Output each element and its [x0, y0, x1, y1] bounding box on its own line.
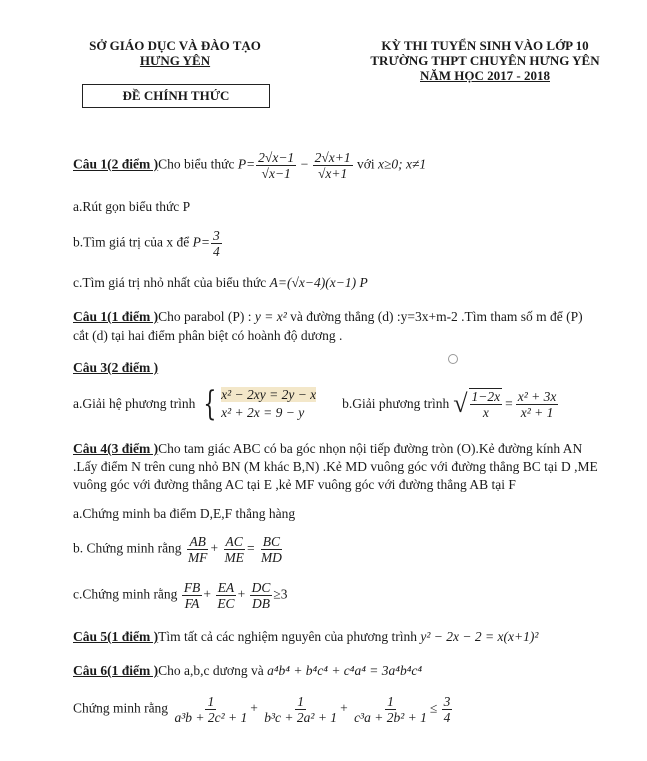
- q5-eq: y² − 2x − 2 = x(x+1)²: [420, 629, 539, 644]
- q6-label: Câu 6(1 điểm ): [73, 663, 159, 678]
- q5-line: Câu 5(1 điểm )Tìm tất cả các nghiệm nguyên của phương trình y² − 2x − 2 = x(x+1)²: [73, 629, 539, 644]
- q5-label: Câu 5(1 điểm ): [73, 629, 159, 644]
- q3-sys2: x² + 2x = 9 − y: [221, 405, 305, 420]
- q3-b-text: b.Giải phương trình: [342, 396, 450, 411]
- exam-name: KỲ THI TUYỂN SINH VÀO LỚP 10: [381, 38, 589, 53]
- official-badge: [82, 84, 270, 108]
- q1-label: Câu 1(2 điểm ): [73, 156, 159, 172]
- brace-icon: {: [203, 384, 217, 424]
- q1-frac1: $\frac{2√x-1}{√x-1}$: [258, 150, 295, 181]
- q2-line2: cắt (d) tại hai điểm phân biệt có hoành độ dương .: [73, 328, 343, 343]
- q1-b: b.Tìm giá trị của x để P= $\frac{3}{4}$: [73, 228, 220, 259]
- q6-eq: a⁴b⁴ + b⁴c⁴ + c⁴a⁴ = 3a⁴b⁴c⁴: [267, 663, 423, 678]
- q1-cond-word: với: [356, 156, 375, 172]
- q1-p: P=: [237, 156, 256, 172]
- q1-frac2: $\frac{2√x+1}{√x+1}$: [314, 150, 351, 181]
- header-left: [70, 38, 280, 68]
- q2-label: Câu 1(1 điểm ): [73, 309, 159, 324]
- q1-c-expr: A=(√x−4)(x−1) P: [269, 275, 368, 290]
- q2-parabola: y = x²: [254, 309, 291, 324]
- q4-line2: .Lấy điểm N trên cung nhỏ BN (M khác B,N) .Kẻ MD vuông góc với đường thẳng BC tại D ,ME: [73, 459, 598, 474]
- q4-b: b. Chứng minh rằng $\frac{AB}{MF}$ + $\frac{AC}{ME}$ = $\frac{BC}{MD}$: [73, 534, 282, 565]
- province-name: HƯNG YÊN: [139, 53, 211, 68]
- school-name: TRƯỜNG THPT CHUYÊN HƯNG YÊN: [370, 53, 600, 68]
- q1-line: Câu 1(2 điểm )Cho biểu thức P= $\frac{2√x-1}{√x-1}$ − $\frac{2√x+1}{√x+1}$ với x≥0; x≠1: [73, 150, 427, 181]
- q1-cond: x≥0; x≠1: [377, 156, 427, 172]
- circle-marker-icon: [448, 354, 458, 364]
- q4-line3: vuông góc với đường thẳng AC tại E ,kẻ MF vuông góc với đường thẳng AB tại F: [73, 477, 516, 492]
- official-label: ĐỀ CHÍNH THỨC: [122, 88, 230, 103]
- q3-a: a.Giải hệ phương trình { x² − 2xy = 2y − x x² + 2x = 9 − y b.Giải phương trình √ $\frac{1-2x}{x}$ = $\frac{\text{x² + 3x}}{\text{x² + 1}}$: [73, 384, 557, 424]
- q4-a: a.Chứng minh ba điểm D,E,F thẳng hàng: [73, 506, 296, 521]
- q1-intro: Cho biểu thức: [158, 156, 235, 172]
- sqrt-icon: √: [453, 389, 468, 418]
- q1-a: a.Rút gọn biểu thức P: [73, 199, 191, 214]
- q2-line1: Câu 1(1 điểm )Cho parabol (P) : y = x² và đường thẳng (d) :y=3x+m-2 .Tìm tham số m để (P): [73, 309, 583, 324]
- dept-name: SỞ GIÁO DỤC VÀ ĐÀO TẠO: [89, 38, 261, 53]
- q4-c: c.Chứng minh rằng $\frac{FB}{FA}$ + $\frac{EA}{EC}$ + $\frac{DC}{DB}$ ≥3: [73, 580, 288, 611]
- q4-label: Câu 4(3 điểm ): [73, 441, 159, 456]
- q3-label: Câu 3(2 điểm ): [73, 360, 159, 375]
- q4-line1: Câu 4(3 điểm )Cho tam giác ABC có ba góc nhọn nội tiếp đường tròn (O).Kẻ đường kính AN: [73, 441, 583, 456]
- q1-c: c.Tìm giá trị nhỏ nhất của biểu thức A=(√x−4)(x−1) P: [73, 275, 368, 290]
- q6-line: Câu 6(1 điểm )Cho a,b,c dương và a⁴b⁴ + b⁴c⁴ + c⁴a⁴ = 3a⁴b⁴c⁴: [73, 663, 423, 678]
- school-year: NĂM HỌC 2017 - 2018: [420, 68, 550, 83]
- q6-prove: Chứng minh rằng $\frac{1}{\text{a³b + 2c² + 1}}$ + $\frac{1}{\text{b³c + 2a² + 1}}$ + $\frac{1}{\text{c³a + 2b² + 1}}$ ≤ $\frac{3}{4}$: [73, 694, 451, 725]
- header-right: [350, 38, 620, 83]
- q3-sys1: x² − 2xy = 2y − x: [221, 387, 317, 402]
